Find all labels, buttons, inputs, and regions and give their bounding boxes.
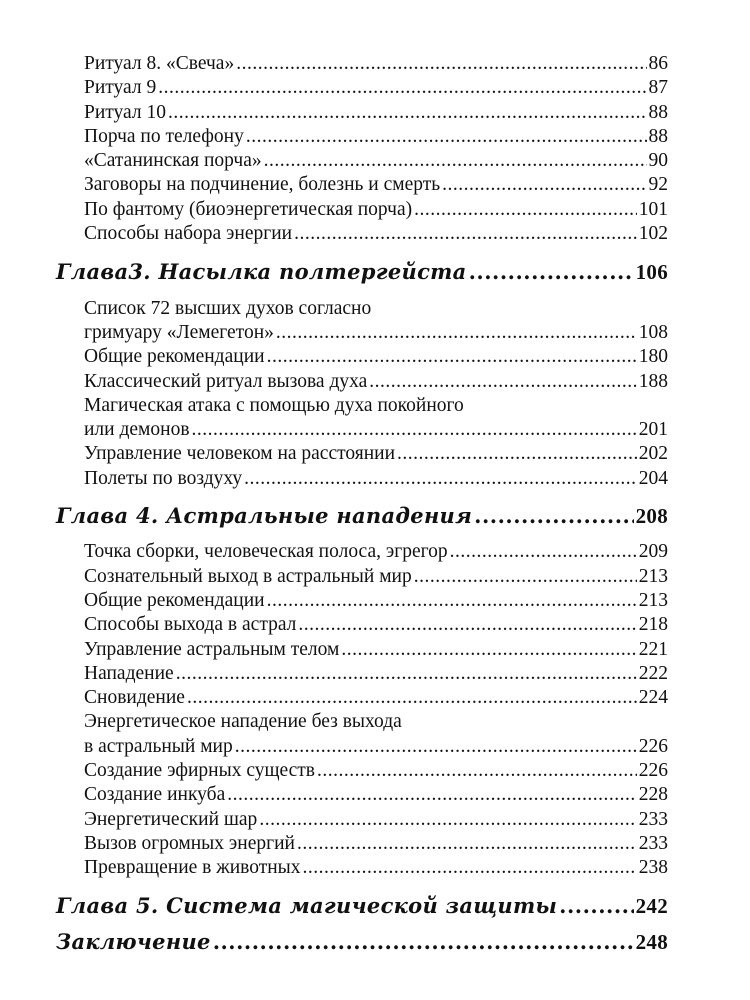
toc-entry: [56, 783, 668, 807]
toc-entry: [56, 101, 668, 125]
dot-leader: [442, 173, 646, 197]
dot-leader: [469, 260, 634, 284]
dot-leader: [414, 198, 637, 222]
toc-entry: [56, 735, 668, 759]
toc-entry-page: 233: [638, 808, 668, 830]
chapter-heading: [56, 260, 668, 284]
toc-entry-page: 226: [638, 735, 668, 757]
dot-leader: [227, 783, 637, 807]
toc-entry-title: Вызов огромных энергий: [84, 832, 295, 854]
toc-entry: [56, 686, 668, 710]
dot-leader: [213, 930, 634, 954]
toc-entry: [56, 856, 668, 880]
toc-entry-title: Ритуал 8. «Свеча»: [84, 53, 235, 74]
dot-leader: [246, 125, 647, 149]
toc-entry-page: 92: [648, 174, 668, 196]
dot-leader: [259, 808, 636, 832]
chapter-title: Глава 4. Астральные нападения: [56, 503, 473, 529]
toc-entry-title: или демонов: [84, 419, 190, 441]
dot-leader: [187, 686, 637, 710]
toc-entry-page: 88: [648, 101, 668, 123]
toc-entry-first-line: Энергетическое нападение без выхода: [84, 711, 402, 733]
toc-entry-first-line: Список 72 высших духов согласно: [84, 297, 372, 319]
dot-leader: [559, 894, 633, 918]
toc-entry-page: 213: [638, 565, 668, 587]
toc-entry-title: гримуару «Лемегетон»: [84, 321, 274, 343]
toc-entry-title: Полеты по воздуху: [84, 467, 243, 489]
dot-leader: [474, 504, 633, 528]
toc-entry: [56, 125, 668, 149]
dot-leader: [158, 76, 646, 100]
toc-entry-page: 222: [638, 662, 668, 684]
chapter-page: 242: [635, 893, 668, 918]
toc-entry-page: 228: [638, 784, 668, 806]
toc-entry-title: По фантому (биоэнергетическая порча): [84, 198, 413, 220]
toc-entry-page: 88: [648, 125, 668, 147]
toc-entry: [56, 808, 668, 832]
toc-entry-page: 218: [638, 614, 668, 636]
toc-entry: [56, 589, 668, 613]
dot-leader: [397, 442, 637, 466]
toc-entry-title: Управление астральным телом: [84, 638, 340, 660]
dot-leader: [236, 52, 646, 76]
toc-entry: [56, 565, 668, 589]
toc-entry: [56, 662, 668, 686]
dot-leader: [317, 759, 637, 783]
spacer: [56, 918, 668, 930]
dot-leader: [297, 832, 637, 856]
toc-entry-page: 202: [638, 443, 668, 465]
dot-leader: [235, 735, 637, 759]
toc-entry: [56, 149, 668, 173]
toc-entry-title: Создание инкуба: [84, 784, 226, 806]
toc-entry-first-line: Магическая атака с помощью духа покойного: [84, 394, 464, 416]
chapter-title: Глава3. Насылка полтергейста: [56, 259, 467, 285]
toc-entry-title: Порча по телефону: [84, 125, 244, 147]
chapter-page: 208: [635, 504, 668, 529]
toc-entry-title: Энергетический шар: [84, 808, 258, 830]
dot-leader: [276, 321, 637, 345]
toc-entry-title: Ритуал 9: [84, 77, 157, 99]
toc-entry-page: 233: [638, 832, 668, 854]
toc-entry: [56, 832, 668, 856]
dot-leader: [176, 662, 637, 686]
dot-leader: [264, 149, 647, 173]
toc-entry-page: 101: [638, 198, 668, 220]
toc-entry-page: 102: [638, 223, 668, 245]
toc-entry: [56, 638, 668, 662]
toc-entry: [56, 222, 668, 246]
toc-entry-title: в астральный мир: [84, 735, 233, 757]
toc-entry: [56, 370, 668, 394]
toc-entry: [56, 442, 668, 466]
toc-entry-page: 204: [638, 467, 668, 489]
toc-entry: [56, 759, 668, 783]
toc-entry-page: 213: [638, 589, 668, 611]
toc-entry-title: Общие рекомендации: [84, 589, 265, 611]
toc-entry-title: Заговоры на подчинение, болезнь и смерть: [84, 174, 441, 196]
toc-entry-page: 224: [638, 687, 668, 709]
chapter-page: 106: [635, 260, 668, 285]
toc-entry-page: 221: [638, 638, 668, 660]
spacer: [56, 246, 668, 260]
dot-leader: [369, 370, 636, 394]
dot-leader: [192, 418, 637, 442]
table-of-contents: [56, 52, 668, 954]
toc-entry-title: Точка сборки, человеческая полоса, эгрегор: [84, 541, 448, 563]
toc-entry: [56, 321, 668, 345]
toc-entry: [56, 467, 668, 491]
toc-entry-title: Нападение: [84, 662, 174, 684]
toc-entry-title: Создание эфирных существ: [84, 760, 316, 782]
chapter-heading: [56, 894, 668, 918]
chapter-heading: [56, 504, 668, 528]
dot-leader: [267, 345, 637, 369]
toc-entry-page: 108: [638, 321, 668, 343]
toc-entry-title: Сновидение: [84, 687, 185, 709]
toc-entry: [56, 198, 668, 222]
toc-entry: [56, 76, 668, 100]
dot-leader: [298, 613, 636, 637]
toc-entry-page: 201: [638, 419, 668, 441]
toc-entry: [56, 173, 668, 197]
dot-leader: [450, 540, 637, 564]
toc-entry-page: 188: [638, 370, 668, 392]
dot-leader: [267, 589, 637, 613]
toc-entry-page: 86: [648, 53, 668, 74]
toc-entry-page: 238: [638, 857, 668, 879]
spacer: [56, 285, 668, 297]
toc-entry: [56, 613, 668, 637]
toc-entry-page: 90: [648, 150, 668, 172]
dot-leader: [341, 638, 636, 662]
toc-entry-title: Управление человеком на расстоянии: [84, 443, 396, 465]
toc-entry-page: 87: [648, 77, 668, 99]
toc-entry: [56, 345, 668, 369]
toc-entry-page: 226: [638, 760, 668, 782]
toc-entry-title: Классический ритуал вызова духа: [84, 370, 368, 392]
dot-leader: [244, 467, 637, 491]
conclusion-page: 248: [635, 929, 668, 954]
toc-entry: [56, 540, 668, 564]
spacer: [56, 528, 668, 540]
chapter-heading: [56, 930, 668, 954]
toc-entry-title: «Сатанинская порча»: [84, 150, 262, 172]
chapter-title: Глава 5. Система магической защиты: [56, 892, 558, 918]
toc-entry: [56, 52, 668, 76]
dot-leader: [414, 565, 637, 589]
toc-entry-page: 180: [638, 346, 668, 368]
toc-entry-title: Общие рекомендации: [84, 346, 265, 368]
toc-entry-title: Ритуал 10: [84, 101, 166, 123]
conclusion-title: Заключение: [56, 928, 211, 954]
toc-entry-title: Способы выхода в астрал: [84, 614, 297, 636]
toc-entry-title: Превращение в животных: [84, 857, 301, 879]
toc-entry-title: Способы набора энергии: [84, 223, 293, 245]
toc-entry-title: Сознательный выход в астральный мир: [84, 565, 412, 587]
spacer: [56, 881, 668, 894]
toc-entry: [56, 418, 668, 442]
toc-entry-page: 209: [638, 541, 668, 563]
dot-leader: [303, 856, 637, 880]
dot-leader: [168, 101, 647, 125]
dot-leader: [294, 222, 637, 246]
